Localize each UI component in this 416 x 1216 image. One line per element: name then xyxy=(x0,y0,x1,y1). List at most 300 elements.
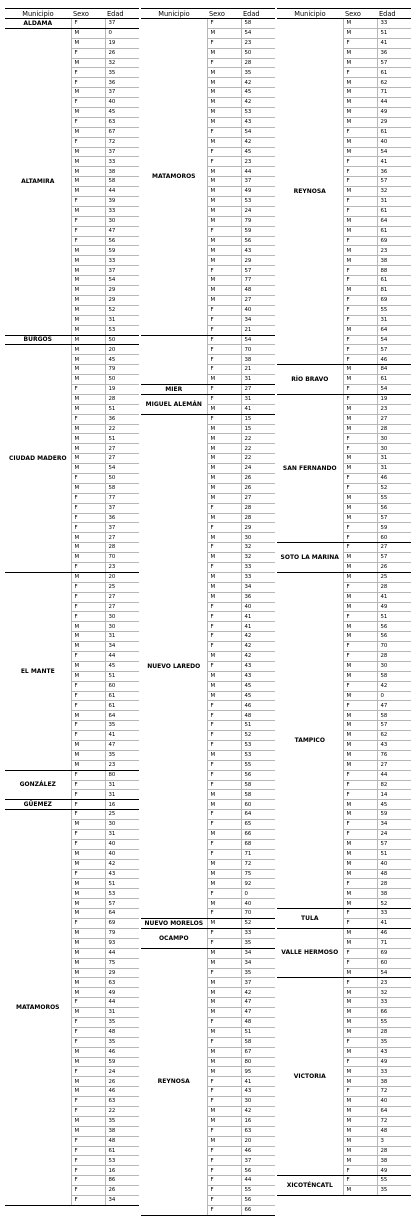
sexo-cell: F xyxy=(207,1037,241,1047)
edad-cell: 79 xyxy=(105,365,139,375)
edad-cell: 51 xyxy=(377,849,411,859)
edad-header: Edad xyxy=(377,9,411,19)
edad-cell: 44 xyxy=(241,1176,275,1186)
sexo-cell: M xyxy=(343,622,377,632)
sexo-cell: M xyxy=(207,652,241,662)
edad-cell: 20 xyxy=(105,345,139,355)
edad-cell: 44 xyxy=(105,948,139,958)
sexo-cell: M xyxy=(343,928,377,938)
municipio-cell: CIUDAD MADERO xyxy=(5,345,71,572)
edad-cell: 20 xyxy=(105,572,139,582)
sexo-cell: F xyxy=(343,612,377,622)
sexo-cell: F xyxy=(207,839,241,849)
edad-cell: 29 xyxy=(105,295,139,305)
edad-cell: 59 xyxy=(377,523,411,533)
sexo-cell: F xyxy=(71,810,105,820)
sexo-cell: M xyxy=(71,355,105,365)
sexo-cell: M xyxy=(343,1136,377,1146)
edad-cell: 0 xyxy=(241,889,275,899)
sexo-cell: M xyxy=(71,642,105,652)
edad-cell: 49 xyxy=(241,187,275,197)
sexo-cell: F xyxy=(343,1037,377,1047)
edad-cell: 37 xyxy=(105,503,139,513)
sexo-cell: F xyxy=(207,1146,241,1156)
sexo-cell: M xyxy=(343,503,377,513)
edad-cell: 44 xyxy=(105,652,139,662)
edad-cell: 41 xyxy=(241,404,275,414)
edad-cell: 45 xyxy=(241,691,275,701)
sexo-cell: M xyxy=(343,1017,377,1027)
edad-cell: 14 xyxy=(377,790,411,800)
edad-cell: 57 xyxy=(377,513,411,523)
edad-cell: 67 xyxy=(105,127,139,137)
edad-cell: 54 xyxy=(377,968,411,978)
edad-cell: 52 xyxy=(241,731,275,741)
edad-cell: 92 xyxy=(241,879,275,889)
sexo-cell: F xyxy=(343,305,377,315)
sexo-cell: F xyxy=(207,1017,241,1027)
edad-cell: 28 xyxy=(377,1027,411,1037)
edad-cell: 33 xyxy=(377,998,411,1008)
sexo-cell: F xyxy=(207,612,241,622)
sexo-cell: F xyxy=(71,1146,105,1156)
edad-cell: 84 xyxy=(377,365,411,375)
edad-cell: 26 xyxy=(105,1186,139,1196)
edad-cell: 71 xyxy=(377,88,411,98)
sexo-cell: M xyxy=(71,928,105,938)
edad-cell: 62 xyxy=(377,78,411,88)
edad-cell: 36 xyxy=(377,48,411,58)
table-row xyxy=(5,19,139,29)
sexo-cell: M xyxy=(343,28,377,38)
sexo-cell: M xyxy=(207,88,241,98)
sexo-cell: F xyxy=(71,98,105,108)
edad-cell: 81 xyxy=(377,286,411,296)
sexo-cell: F xyxy=(343,919,377,929)
sexo-cell: M xyxy=(343,721,377,731)
edad-cell: 54 xyxy=(241,28,275,38)
edad-cell: 69 xyxy=(105,919,139,929)
edad-cell: 41 xyxy=(377,592,411,602)
edad-cell: 30 xyxy=(105,612,139,622)
edad-cell: 47 xyxy=(105,226,139,236)
edad-cell: 35 xyxy=(241,68,275,78)
table-row xyxy=(141,384,275,394)
sexo-cell: F xyxy=(207,58,241,68)
municipio-cell: ALTAMIRA xyxy=(5,28,71,335)
edad-cell: 54 xyxy=(377,335,411,345)
edad-cell: 36 xyxy=(377,167,411,177)
sexo-cell: M xyxy=(71,978,105,988)
edad-cell: 16 xyxy=(105,800,139,810)
edad-cell: 72 xyxy=(105,137,139,147)
sexo-cell: M xyxy=(207,958,241,968)
edad-cell: 58 xyxy=(241,1037,275,1047)
edad-cell: 53 xyxy=(105,325,139,335)
header-row xyxy=(141,9,275,19)
sexo-cell: M xyxy=(343,1027,377,1037)
edad-cell: 93 xyxy=(105,938,139,948)
sexo-cell: F xyxy=(207,760,241,770)
edad-cell: 58 xyxy=(377,711,411,721)
sexo-cell: F xyxy=(71,701,105,711)
edad-cell: 41 xyxy=(241,612,275,622)
edad-cell: 36 xyxy=(105,78,139,88)
sexo-cell: M xyxy=(343,216,377,226)
edad-cell: 26 xyxy=(241,473,275,483)
table-row xyxy=(5,28,139,38)
sexo-cell: M xyxy=(343,454,377,464)
sexo-cell: F xyxy=(71,137,105,147)
sexo-cell: M xyxy=(207,375,241,385)
sexo-cell: F xyxy=(207,711,241,721)
sexo-cell: F xyxy=(207,938,241,948)
sexo-cell: F xyxy=(71,691,105,701)
municipio-header: Municipio xyxy=(141,9,207,19)
edad-cell: 22 xyxy=(105,1106,139,1116)
edad-cell: 53 xyxy=(241,108,275,118)
sexo-cell: F xyxy=(207,1077,241,1087)
edad-cell: 41 xyxy=(241,1077,275,1087)
edad-cell: 27 xyxy=(105,533,139,543)
edad-cell: 48 xyxy=(105,1136,139,1146)
sexo-cell: M xyxy=(71,899,105,909)
edad-cell: 53 xyxy=(241,197,275,207)
municipio-table xyxy=(141,8,275,1216)
sexo-cell: M xyxy=(71,958,105,968)
sexo-cell: F xyxy=(207,820,241,830)
edad-cell: 54 xyxy=(377,384,411,394)
sexo-cell: M xyxy=(343,256,377,266)
sexo-cell: M xyxy=(71,108,105,118)
edad-cell: 34 xyxy=(241,958,275,968)
sexo-cell: M xyxy=(207,424,241,434)
municipio-table xyxy=(277,8,411,1196)
sexo-cell: M xyxy=(207,434,241,444)
edad-cell: 27 xyxy=(105,592,139,602)
sexo-cell: M xyxy=(71,295,105,305)
sexo-cell: F xyxy=(207,1176,241,1186)
sexo-cell: F xyxy=(207,325,241,335)
sexo-cell: F xyxy=(71,869,105,879)
edad-cell: 26 xyxy=(241,483,275,493)
sexo-cell: M xyxy=(207,404,241,414)
sexo-cell: F xyxy=(71,19,105,29)
table-row xyxy=(141,919,275,929)
sexo-cell: M xyxy=(207,691,241,701)
edad-cell: 31 xyxy=(377,197,411,207)
edad-cell: 39 xyxy=(105,197,139,207)
edad-cell: 38 xyxy=(377,1156,411,1166)
edad-cell: 54 xyxy=(105,464,139,474)
sexo-cell: F xyxy=(207,355,241,365)
table-row xyxy=(277,19,411,29)
edad-cell: 36 xyxy=(105,513,139,523)
sexo-cell: M xyxy=(343,1008,377,1018)
sexo-cell: F xyxy=(343,483,377,493)
sexo-cell: M xyxy=(207,28,241,38)
sexo-cell: F xyxy=(343,266,377,276)
sexo-cell: F xyxy=(207,384,241,394)
sexo-cell: F xyxy=(71,1037,105,1047)
sexo-cell: M xyxy=(343,741,377,751)
edad-cell: 33 xyxy=(377,909,411,919)
edad-cell: 55 xyxy=(377,305,411,315)
edad-cell: 34 xyxy=(105,642,139,652)
sexo-cell: F xyxy=(71,612,105,622)
edad-cell: 36 xyxy=(105,414,139,424)
sexo-cell: F xyxy=(343,355,377,365)
sexo-cell: M xyxy=(71,286,105,296)
sexo-cell: M xyxy=(343,750,377,760)
edad-cell: 44 xyxy=(241,167,275,177)
sexo-cell: F xyxy=(343,909,377,919)
sexo-cell: M xyxy=(343,365,377,375)
sexo-cell: F xyxy=(207,1156,241,1166)
sexo-cell: M xyxy=(343,137,377,147)
edad-cell: 25 xyxy=(105,810,139,820)
edad-cell: 45 xyxy=(105,108,139,118)
edad-cell: 30 xyxy=(377,661,411,671)
municipio-header: Municipio xyxy=(5,9,71,19)
sexo-cell: F xyxy=(207,928,241,938)
edad-cell: 57 xyxy=(377,345,411,355)
edad-cell: 56 xyxy=(377,503,411,513)
sexo-cell: M xyxy=(343,187,377,197)
sexo-cell: M xyxy=(343,1077,377,1087)
edad-cell: 77 xyxy=(241,276,275,286)
edad-cell: 51 xyxy=(105,434,139,444)
sexo-cell: F xyxy=(343,394,377,404)
edad-cell: 48 xyxy=(241,1017,275,1027)
edad-cell: 34 xyxy=(241,582,275,592)
sexo-cell: M xyxy=(71,750,105,760)
sexo-cell: M xyxy=(343,1106,377,1116)
table-row xyxy=(5,810,139,820)
sexo-cell: F xyxy=(207,849,241,859)
sexo-cell: F xyxy=(343,444,377,454)
edad-cell: 42 xyxy=(241,642,275,652)
sexo-cell: M xyxy=(343,78,377,88)
table-row xyxy=(141,414,275,424)
sexo-cell: M xyxy=(71,760,105,770)
sexo-cell: F xyxy=(207,147,241,157)
municipio-cell: XICOTÉNCATL xyxy=(277,1176,343,1196)
edad-cell: 44 xyxy=(105,998,139,1008)
sexo-cell: M xyxy=(71,1057,105,1067)
edad-cell: 61 xyxy=(105,701,139,711)
sexo-cell: M xyxy=(207,98,241,108)
edad-cell: 70 xyxy=(377,642,411,652)
sexo-cell: M xyxy=(207,493,241,503)
edad-cell: 35 xyxy=(241,968,275,978)
edad-cell: 35 xyxy=(377,1186,411,1196)
sexo-cell: M xyxy=(71,859,105,869)
edad-header: Edad xyxy=(241,9,275,19)
edad-cell: 49 xyxy=(377,108,411,118)
sexo-cell: F xyxy=(343,523,377,533)
sexo-cell: F xyxy=(71,236,105,246)
table-panel-2 xyxy=(141,8,275,1216)
municipio-cell: VICTORIA xyxy=(277,978,343,1176)
sexo-cell: F xyxy=(207,414,241,424)
edad-cell: 54 xyxy=(241,127,275,137)
sexo-cell: M xyxy=(71,464,105,474)
edad-cell: 58 xyxy=(241,19,275,29)
edad-cell: 28 xyxy=(241,58,275,68)
table-row xyxy=(5,345,139,355)
sexo-cell: F xyxy=(71,592,105,602)
edad-cell: 42 xyxy=(241,632,275,642)
edad-cell: 51 xyxy=(377,612,411,622)
table-row xyxy=(277,1176,411,1186)
edad-cell: 37 xyxy=(105,147,139,157)
sexo-cell: M xyxy=(343,513,377,523)
sexo-cell: M xyxy=(207,276,241,286)
edad-cell: 55 xyxy=(241,1186,275,1196)
edad-cell: 69 xyxy=(377,948,411,958)
sexo-cell: M xyxy=(71,622,105,632)
edad-cell: 3 xyxy=(377,1136,411,1146)
sexo-cell: M xyxy=(343,1186,377,1196)
edad-cell: 22 xyxy=(241,444,275,454)
edad-cell: 40 xyxy=(241,899,275,909)
sexo-cell: M xyxy=(343,572,377,582)
sexo-cell: M xyxy=(207,246,241,256)
sexo-cell: M xyxy=(207,197,241,207)
sexo-cell: F xyxy=(207,345,241,355)
edad-cell: 15 xyxy=(241,424,275,434)
sexo-cell: F xyxy=(343,830,377,840)
sexo-cell: M xyxy=(71,38,105,48)
municipio-cell: SAN FERNANDO xyxy=(277,394,343,542)
sexo-cell: M xyxy=(71,1126,105,1136)
sexo-cell: M xyxy=(71,1077,105,1087)
sexo-cell: M xyxy=(71,28,105,38)
sexo-cell: F xyxy=(343,197,377,207)
sexo-cell: M xyxy=(343,839,377,849)
sexo-cell: M xyxy=(207,167,241,177)
sexo-cell: M xyxy=(207,295,241,305)
edad-cell: 24 xyxy=(377,830,411,840)
edad-cell: 38 xyxy=(241,355,275,365)
edad-cell: 48 xyxy=(377,869,411,879)
sexo-cell: M xyxy=(71,206,105,216)
sexo-cell: F xyxy=(71,780,105,790)
sexo-cell: F xyxy=(71,562,105,572)
municipio-cell: TAMPICO xyxy=(277,572,343,908)
sexo-cell: M xyxy=(71,879,105,889)
edad-cell: 52 xyxy=(241,919,275,929)
table-row xyxy=(277,543,411,553)
edad-cell: 48 xyxy=(105,1027,139,1037)
edad-cell: 63 xyxy=(105,117,139,127)
municipio-cell: OCAMPO xyxy=(141,928,207,948)
sexo-cell: M xyxy=(71,256,105,266)
edad-cell: 53 xyxy=(105,1156,139,1166)
edad-cell: 37 xyxy=(241,177,275,187)
table-row xyxy=(5,800,139,810)
edad-cell: 28 xyxy=(377,1146,411,1156)
municipio-cell: ALDAMA xyxy=(5,19,71,29)
sexo-cell: F xyxy=(343,167,377,177)
edad-cell: 72 xyxy=(241,859,275,869)
edad-cell: 40 xyxy=(241,305,275,315)
sexo-cell: M xyxy=(207,1027,241,1037)
edad-cell: 0 xyxy=(377,691,411,701)
sexo-cell: M xyxy=(207,830,241,840)
edad-cell: 49 xyxy=(377,602,411,612)
edad-cell: 35 xyxy=(105,1037,139,1047)
table-row xyxy=(277,978,411,988)
sexo-cell: F xyxy=(207,305,241,315)
table-row xyxy=(277,365,411,375)
edad-cell: 33 xyxy=(105,157,139,167)
edad-cell: 29 xyxy=(241,256,275,266)
sexo-cell: F xyxy=(71,1097,105,1107)
sexo-cell: M xyxy=(71,711,105,721)
sexo-cell: F xyxy=(207,394,241,404)
sexo-cell: F xyxy=(343,582,377,592)
edad-cell: 33 xyxy=(105,206,139,216)
edad-cell: 31 xyxy=(377,464,411,474)
edad-cell: 49 xyxy=(377,1166,411,1176)
edad-cell: 29 xyxy=(377,117,411,127)
edad-cell: 22 xyxy=(241,434,275,444)
sexo-cell: F xyxy=(343,780,377,790)
sexo-cell: M xyxy=(207,948,241,958)
edad-cell: 51 xyxy=(377,28,411,38)
edad-cell: 53 xyxy=(105,889,139,899)
sexo-cell: M xyxy=(343,117,377,127)
sexo-cell: M xyxy=(343,889,377,899)
sexo-cell: M xyxy=(207,859,241,869)
edad-cell: 51 xyxy=(241,1027,275,1037)
sexo-cell: F xyxy=(71,681,105,691)
edad-cell: 41 xyxy=(105,731,139,741)
edad-cell: 35 xyxy=(105,68,139,78)
sexo-cell: F xyxy=(71,1186,105,1196)
sexo-cell: M xyxy=(207,473,241,483)
sexo-cell: F xyxy=(71,493,105,503)
edad-cell: 51 xyxy=(105,879,139,889)
sexo-cell: M xyxy=(207,681,241,691)
sexo-cell: F xyxy=(343,820,377,830)
edad-cell: 33 xyxy=(377,1067,411,1077)
edad-cell: 37 xyxy=(105,266,139,276)
sexo-cell: F xyxy=(207,622,241,632)
edad-cell: 38 xyxy=(105,167,139,177)
edad-cell: 50 xyxy=(105,375,139,385)
table-row xyxy=(141,394,275,404)
sexo-cell: M xyxy=(71,909,105,919)
edad-cell: 44 xyxy=(377,98,411,108)
sexo-cell: F xyxy=(343,879,377,889)
edad-cell: 40 xyxy=(377,137,411,147)
sexo-cell: F xyxy=(343,958,377,968)
edad-cell: 28 xyxy=(105,394,139,404)
edad-cell: 95 xyxy=(241,1067,275,1077)
municipio-cell: SOTO LA MARINA xyxy=(277,543,343,573)
edad-cell: 40 xyxy=(377,859,411,869)
edad-cell: 45 xyxy=(241,88,275,98)
edad-cell: 60 xyxy=(377,533,411,543)
edad-cell: 34 xyxy=(241,948,275,958)
sexo-header: Sexo xyxy=(71,9,105,19)
edad-cell: 33 xyxy=(105,256,139,266)
sexo-cell: M xyxy=(343,226,377,236)
edad-cell: 24 xyxy=(241,206,275,216)
